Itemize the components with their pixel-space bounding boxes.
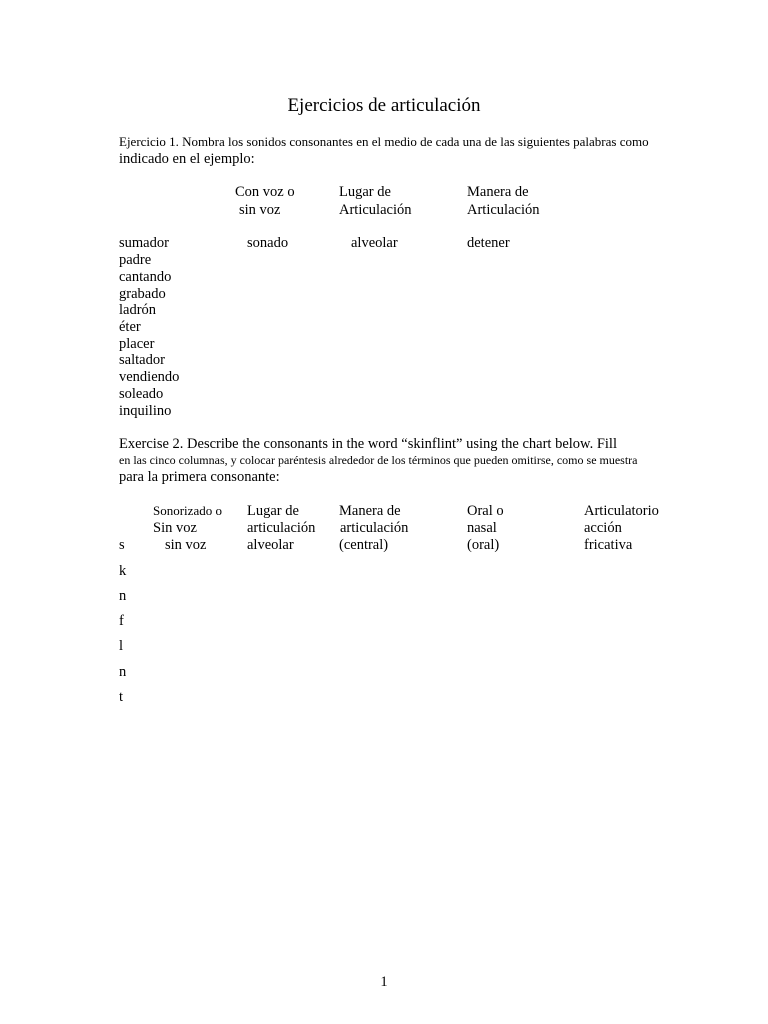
exercise2-intro-line2: en las cinco columnas, y colocar paréntesis alrededor de los términos que pueden omitirse, como se muestra: [119, 453, 638, 467]
ex2-header-manner-line2: articulación: [340, 520, 409, 536]
ex1-word: grabado: [119, 286, 166, 302]
ex2-header-manner-line1: Manera de: [339, 503, 401, 519]
ex2-header-action-line1: Articulatorio: [584, 503, 659, 519]
ex1-header-manner-line2: Articulación: [467, 202, 540, 218]
ex2-example-voice: sin voz: [165, 537, 207, 553]
ex2-header-oral-line2: nasal: [467, 520, 497, 536]
ex2-letter: f: [119, 613, 124, 629]
exercise1-intro-line2: indicado en el ejemplo:: [119, 151, 255, 167]
exercise1-intro-line1: Ejercicio 1. Nombra los sonidos consonantes en el medio de cada una de las siguientes palabras como: [119, 134, 649, 149]
ex1-example-voice: sonado: [247, 235, 289, 251]
ex1-word: placer: [119, 336, 155, 352]
page-number: 1: [380, 974, 388, 990]
page-title: Ejercicios de articulación: [287, 95, 481, 116]
ex1-header-voice-line2: sin voz: [239, 202, 281, 218]
ex2-letter: t: [119, 689, 124, 705]
ex1-word: ladrón: [119, 302, 157, 318]
ex2-letter: n: [119, 664, 127, 680]
ex1-example-place: alveolar: [351, 235, 398, 251]
ex1-example-word: sumador: [119, 235, 169, 251]
ex2-header-voice-line1: Sonorizado o: [153, 503, 222, 518]
ex1-word: saltador: [119, 352, 165, 368]
ex1-header-place-line1: Lugar de: [339, 184, 391, 200]
ex1-header-place-line2: Articulación: [339, 202, 412, 218]
ex2-header-place-line1: Lugar de: [247, 503, 299, 519]
exercise2-intro-line3: para la primera consonante:: [119, 469, 280, 485]
ex2-header-oral-line1: Oral o: [467, 503, 504, 519]
ex1-example-manner: detener: [467, 235, 510, 251]
ex1-word: vendiendo: [119, 369, 180, 385]
ex1-word: inquilino: [119, 403, 172, 419]
ex2-example-place: alveolar: [247, 537, 294, 553]
ex2-example-action: fricativa: [584, 537, 633, 553]
ex2-letter: k: [119, 563, 127, 579]
ex1-word: soleado: [119, 386, 164, 402]
exercise2-intro-line1: Exercise 2. Describe the consonants in the word “skinflint” using the chart below. Fill: [119, 436, 617, 452]
ex2-letter: l: [119, 638, 124, 654]
ex1-word: padre: [119, 252, 152, 268]
ex2-example-oral: (oral): [467, 537, 500, 553]
ex2-letter: n: [119, 588, 127, 604]
ex1-header-manner-line1: Manera de: [467, 184, 529, 200]
ex2-example-letter: s: [119, 537, 125, 553]
ex2-header-action-line2: acción: [584, 520, 622, 536]
ex2-example-manner: (central): [339, 537, 389, 553]
ex2-header-voice-line2: Sin voz: [153, 520, 197, 536]
ex1-word: éter: [119, 319, 141, 335]
ex1-header-voice-line1: Con voz o: [235, 184, 295, 200]
ex2-header-place-line2: articulación: [247, 520, 316, 536]
ex1-word: cantando: [119, 269, 172, 285]
